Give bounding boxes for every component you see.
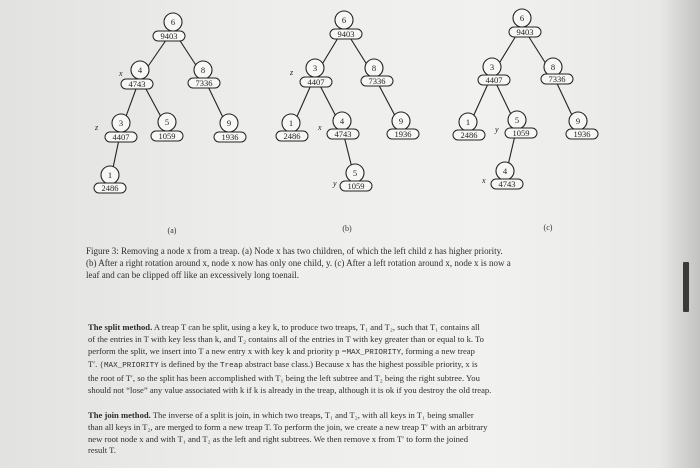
tree-b-node-y [332,164,372,191]
split-line-6: should not “lose” any value associated with k if k is already in the treap, although it is ok if you destroy the old treap. [88,384,492,395]
join-line-1: The join method. The inverse of a split is join, in which two treaps, T₁ and T₂, with all keys in T₁ being smaller [88,410,474,420]
svg-text:5: 5 [164,117,170,127]
svg-text:x: x [482,176,486,185]
svg-text:1: 1 [107,170,113,180]
svg-text:2486: 2486 [283,131,301,141]
caption-line-1: Figure 3: Removing a node x from a treap. (a) Node x has two children, of which the left child z has higher priority. [86,246,503,256]
tree-a-node-9 [214,114,246,142]
page-shadow [660,0,700,468]
svg-text:9: 9 [398,116,404,126]
split-line-2: of the entries in T with key less than k, and T₂ contains all of the entries in T with key greater than or equal to k. To [88,333,484,344]
svg-text:6: 6 [170,17,176,27]
svg-text:7336: 7336 [548,74,566,84]
split-line-5: the root of T′, so the split has been accomplished with T₁ being the left subtree and T₂ being the right subtree. You [88,373,480,384]
caption-line-3: leaf and can be clipped off like an excessively long toenail. [86,270,300,281]
svg-text:z: z [290,68,294,77]
svg-text:9403: 9403 [337,29,355,39]
svg-text:4407: 4407 [112,132,130,142]
svg-text:8: 8 [371,63,377,73]
svg-text:4: 4 [339,116,345,126]
svg-text:y: y [333,179,337,188]
svg-text:x: x [119,69,123,78]
join-line-3: new root node x and with T₁ and T₂ as the left and right subtrees. We then remove x from T′ to form the joined [88,433,469,444]
svg-text:z: z [95,123,99,132]
svg-text:5: 5 [514,115,520,125]
svg-text:9403: 9403 [516,27,534,37]
svg-text:4: 4 [502,166,508,176]
svg-text:2486: 2486 [101,183,119,193]
tree-c-node-9 [566,112,598,139]
svg-text:9403: 9403 [160,31,178,41]
tree-c-node-x [481,162,523,189]
svg-text:4407: 4407 [485,75,503,85]
svg-text:1936: 1936 [394,129,412,139]
svg-text:1936: 1936 [221,132,239,142]
split-line-4: T′. (MAX_PRIORITY is defined by the Treap abstract base class.) Because x has the highest possible priority, x is [88,359,478,371]
tree-a-node-root [153,13,185,41]
svg-text:7336: 7336 [195,78,213,88]
svg-text:1936: 1936 [573,129,591,139]
svg-text:1: 1 [465,117,471,127]
tree-b-node-1 [276,114,308,141]
svg-text:1059: 1059 [347,181,365,191]
tree-c-node-z [478,58,510,85]
svg-text:4743: 4743 [334,129,352,139]
subfigure-label-b: (b) [342,224,352,233]
svg-text:y: y [495,125,499,134]
tree-c-node-y [494,111,537,138]
tree-c-node-1 [453,113,485,140]
tree-a-node-z [94,114,137,142]
split-line-1: The split method. A treap T can be split, using a key k, to produce two treaps, T₁ and T₂, such that T₁ contains all [88,322,480,332]
svg-text:1059: 1059 [512,128,530,138]
svg-text:9: 9 [575,116,581,126]
tree-a-node-right [188,61,220,88]
svg-text:9: 9 [226,118,232,128]
svg-text:4743: 4743 [498,179,516,189]
svg-text:4: 4 [137,65,143,75]
svg-text:1059: 1059 [158,131,176,141]
svg-text:3: 3 [489,62,495,72]
svg-text:x: x [318,123,322,132]
join-line-4: result T. [88,445,116,456]
tree-b-node-x [317,112,359,139]
svg-text:5: 5 [352,168,358,178]
split-heading: The split method. [88,322,153,332]
tree-a-node-x [118,61,153,89]
tree-a-node-1 [94,166,126,193]
svg-text:8: 8 [550,62,556,72]
svg-text:8: 8 [200,65,206,75]
svg-text:6: 6 [519,13,525,23]
subfigure-label-a: (a) [167,226,177,235]
tree-c-edges [465,26,581,178]
caption-line-2: (b) After a right rotation around x, node x now has only one child, y. (c) After a left rotation around x, node x is now a [86,258,511,269]
svg-text:3: 3 [118,118,124,128]
svg-text:2486: 2486 [460,130,478,140]
svg-text:3: 3 [312,63,318,73]
tree-b-node-9 [387,112,419,139]
svg-text:4407: 4407 [307,77,325,87]
svg-text:4743: 4743 [128,79,146,89]
figure-caption [86,245,646,282]
tree-c-node-root [509,9,541,37]
split-line-3: perform the split, we insert into T a new entry x with key k and priority p =MAX_PRIORITY, forming a new treap [88,345,475,357]
join-line-2: than all keys in T₂, are merged to form a new treap T. To perform the join, we create a new treap T′ with an arbitrary [88,421,488,432]
join-heading: The join method. [88,410,151,420]
tree-a-node-y [151,113,183,141]
split-method-paragraph [88,322,628,397]
svg-text:6: 6 [341,15,347,25]
svg-text:7336: 7336 [368,76,386,86]
tree-b-node-root [330,11,362,39]
tree-b-node-z [289,59,332,87]
bookmark-tab [683,262,689,312]
subfigure-label-c: (c) [543,223,553,232]
tree-c-node-right [541,58,573,84]
join-method-paragraph [88,410,628,457]
svg-text:1: 1 [288,118,294,128]
